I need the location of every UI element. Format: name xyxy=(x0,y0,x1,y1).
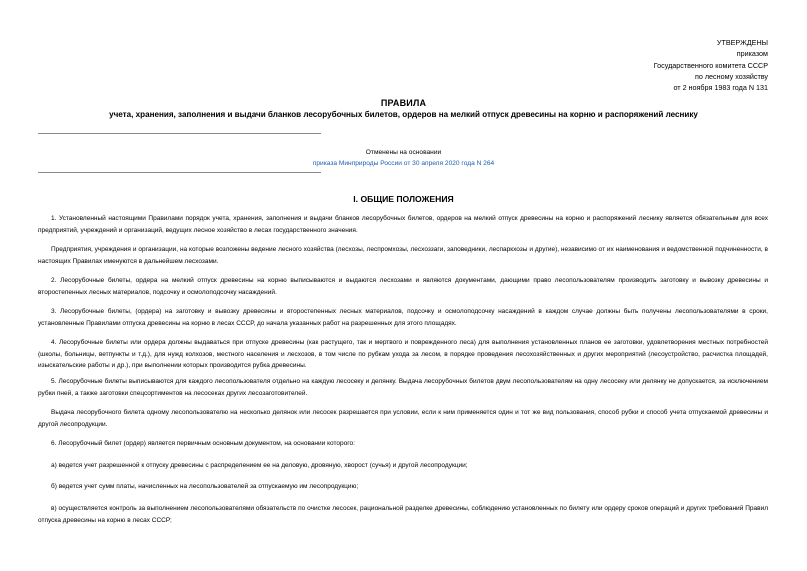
approval-block xyxy=(654,37,768,93)
paragraph: 6. Лесорубочный билет (ордер) является первичным основным документом, на основании которого: xyxy=(51,440,355,447)
paragraph: 5. Лесорубочные билеты выписываются для каждого лесопользователя отдельно на каждую лесосеку и делянку. Выдача лесорубочных билетов двум лесопользователям на одну лесосеку или делянку не допускается, за исключением рубки пней, а также заготовки спецсортиментов на лесосеках других лесозаготовителей. xyxy=(38,378,768,397)
paragraph: 2. Лесорубочные билеты, ордера на мелкий отпуск древесины на корню выписываются и выдаются лесхозами и являются документами, дающими право лесопользователям производить заготовку и вывозку древесины и второстепенных лесных материалов, подсочку и осмолоподсочку насаждений. xyxy=(38,277,768,296)
approval-line: приказом xyxy=(736,49,768,59)
divider-top xyxy=(38,133,321,134)
cancellation-note xyxy=(0,147,807,169)
paragraph: Выдача лесорубочного билета одному лесопользователю на несколько делянок или лесосек разрешается при условии, если к ним применяется один и тот же вид пользования, способ рубки и способ учета отпускаемой древесины и другой лесопродукции. xyxy=(38,409,768,428)
paragraph: 4. Лесорубочные билеты или ордера должны выдаваться при отпуске древесины (как растущего, так и мертвого и поврежденного леса) для выполнения установленных планов ее заготовки, удовлетворения местных потребностей (школы, больницы, ветпункты и т.д.), для нужд колхозов, местного населения и лесхозов, в том числе по рубкам ухода за лесом, в порядке проведения лесохозяйственных и других мероприятий (лесоустройство, расчистка площадей, изыскательские работы и др.), при выполнении которых производится рубка древесины. xyxy=(38,339,768,370)
title-subtitle: учета, хранения, заполнения и выдачи бланков лесорубочных билетов, ордеров на мелкий отпуск древесины на корню и распоряжений леснику xyxy=(109,110,698,119)
paragraph: 3. Лесорубочные билеты, (ордера) на заготовку и вывозку древесины и второстепенных лесных материалов, подсочку и осмолоподсочку насаждений в каждом случае должны быть получены лесопользователями в сроки, установленные Правилами отпуска древесины на корню в лесах СССР, до начала указанных работ на разрешенных для этого площадях. xyxy=(38,308,768,327)
section-heading: I. ОБЩИЕ ПОЛОЖЕНИЯ xyxy=(353,194,454,204)
document-title xyxy=(0,97,807,121)
list-item: а) ведется учет разрешенной к отпуску древесины с распределением ее на деловую, дровяную, хворост (сучья) и другой лесопродукции; xyxy=(51,462,468,469)
approval-line: УТВЕРЖДЕНЫ xyxy=(716,38,768,47)
cancellation-order-link[interactable]: приказа Минприроды России от 30 апреля 2020 года N 264 xyxy=(312,160,495,167)
paragraph: 1. Установленный настоящими Правилами порядок учета, хранения, заполнения и выдачи бланков лесорубочных билетов, ордеров на мелкий отпуск древесины на корню и распоряжений леснику является обязательным для всех предприятий, учреждений и организаций, ведущих лесное хозяйство в лесах государственного значения. xyxy=(38,215,768,234)
list-item: в) осуществляется контроль за выполнением лесопользователями обязательств по очистке лесосек, рациональной разделке древесины, соблюдению установленных по билету или ордеру сроков операций и других требований Правил отпуска древесины на корню в лесах СССР; xyxy=(38,505,768,524)
divider-bottom xyxy=(38,172,321,173)
paragraph: Предприятия, учреждения и организации, на которые возложены ведение лесного хозяйства (лесхозы, леспромхозы, лесхоззаги, заповедники, леспаркхозы и другие), независимо от их наименования и ведомственной подчиненности, в настоящих Правилах именуются в дальнейшем лесхозами. xyxy=(38,246,768,265)
approval-line: Государственного комитета СССР xyxy=(653,60,768,70)
approval-line: от 2 ноября 1983 года N 131 xyxy=(673,83,768,93)
cancellation-text: Отменены на основании xyxy=(365,149,442,156)
title-main: ПРАВИЛА xyxy=(380,98,427,108)
approval-line: по лесному хозяйству xyxy=(694,71,768,81)
list-item: б) ведется учет сумм платы, начисленных на лесопользователей за отпускаемую им лесопродукцию; xyxy=(51,483,359,490)
